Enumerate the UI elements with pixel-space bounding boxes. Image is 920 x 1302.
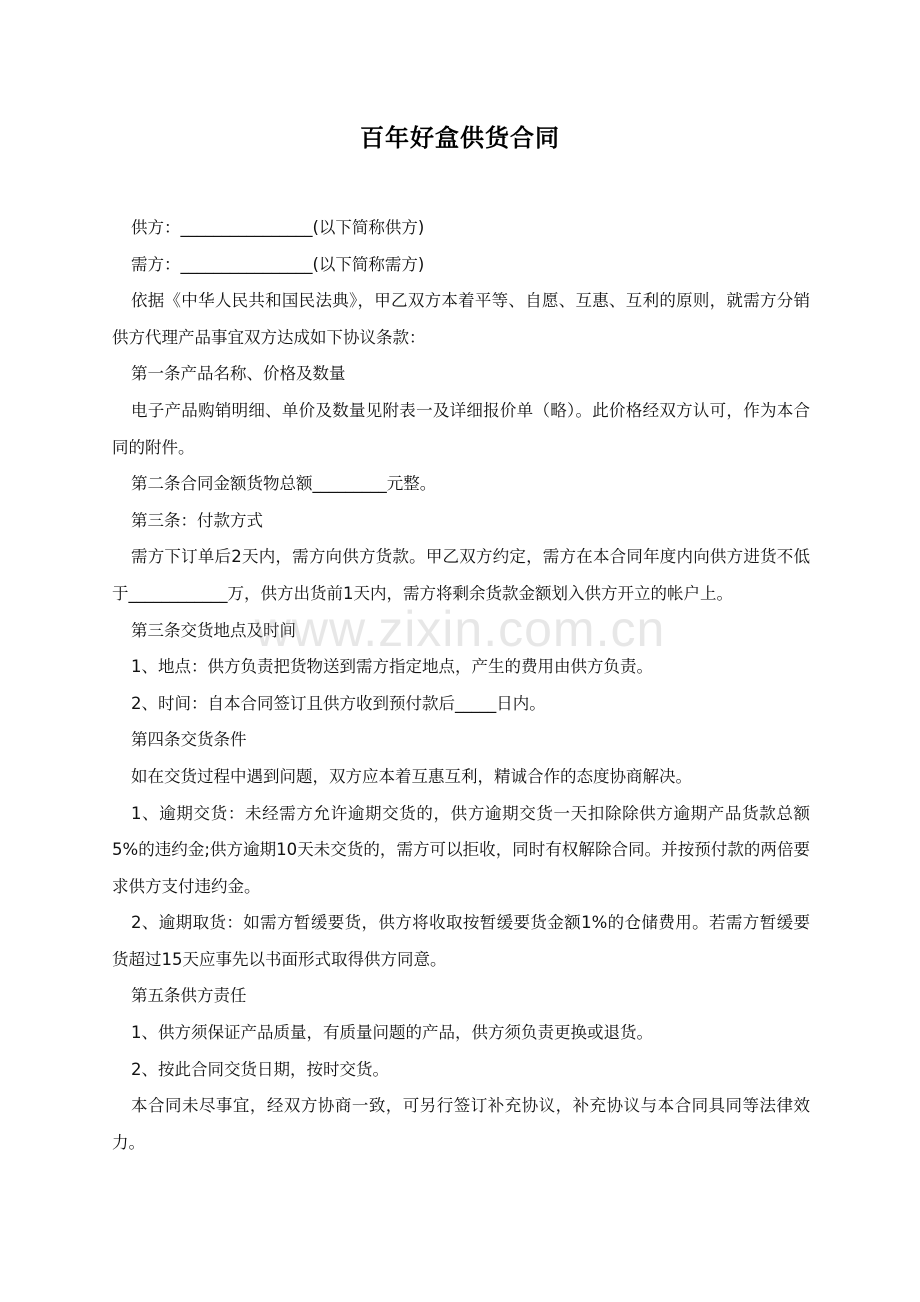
quality-item: 1、供方须保证产品质量，有质量问题的产品，供方须负责更换或退货。 [131,1023,653,1043]
article-3-payment-paragraph: 需方下订单后2天内，需方向供方货款。甲乙双方约定，需方在本合同年度内向供方进货不低于____________万，供方出货前1天内，需方将剩余货款金额划入供方开立的帐户上。 [112,547,810,603]
document-title: 百年好盒供货合同 [360,124,560,152]
buyer-line: 需方：________________(以下简称需方) [131,254,425,274]
late-pickup-item: 2、逾期取货：如需方暂缓要货，供方将收取按暂缓要货金额1%的仓储费用。若需方暂缓要货超过15天应事先以书面形式取得供方同意。 [112,913,810,969]
delivery-location-item: 1、地点：供方负责把货物送到需方指定地点，产生的费用由供方负责。 [131,657,653,677]
watermark: www.zixin.com.cn [254,601,666,657]
preamble-paragraph: 依据《中华人民共和国民法典》，甲乙双方本着平等、自愿、互惠、互利的原则，就需方分销供方代理产品事宜双方达成如下协议条款： [112,291,810,347]
delivery-date-item: 2、按此合同交货日期，按时交货。 [131,1059,389,1079]
supplier-line: 供方：________________(以下简称供方) [131,218,425,237]
delivery-time-item: 2、时间：自本合同签订且供方收到预付款后_____日内。 [131,693,546,713]
article-1-paragraph: 电子产品购销明细、单价及数量见附表一及详细报价单（略）。此价格经双方认可，作为本合同的附件。 [112,400,810,457]
article-5-heading: 第五条供方责任 [131,986,247,1006]
article-3-delivery-heading: 第三条交货地点及时间 [131,620,296,640]
document-body [112,210,810,1161]
late-delivery-item: 1、逾期交货：未经需方允许逾期交货的，供方逾期交货一天扣除除供方逾期产品货款总额5%的违约金;供方逾期10天未交货的，需方可以拒收，同时有权解除合同。并按预付款的两倍要求供方支付违约金。 [112,803,810,896]
article-1-heading: 第一条产品名称、价格及数量 [131,364,346,384]
article-4-heading: 第四条交货条件 [131,730,247,750]
article-3-payment-heading: 第三条：付款方式 [131,510,263,530]
article-2-paragraph: 第二条合同金额货物总额_________元整。 [131,474,437,494]
article-4-paragraph: 如在交货过程中遇到问题，双方应本着互惠互利，精诚合作的态度协商解决。 [131,766,692,786]
closing-paragraph: 本合同未尽事宜，经双方协商一致，可另行签订补充协议，补充协议与本合同具同等法律效力。 [112,1096,810,1152]
